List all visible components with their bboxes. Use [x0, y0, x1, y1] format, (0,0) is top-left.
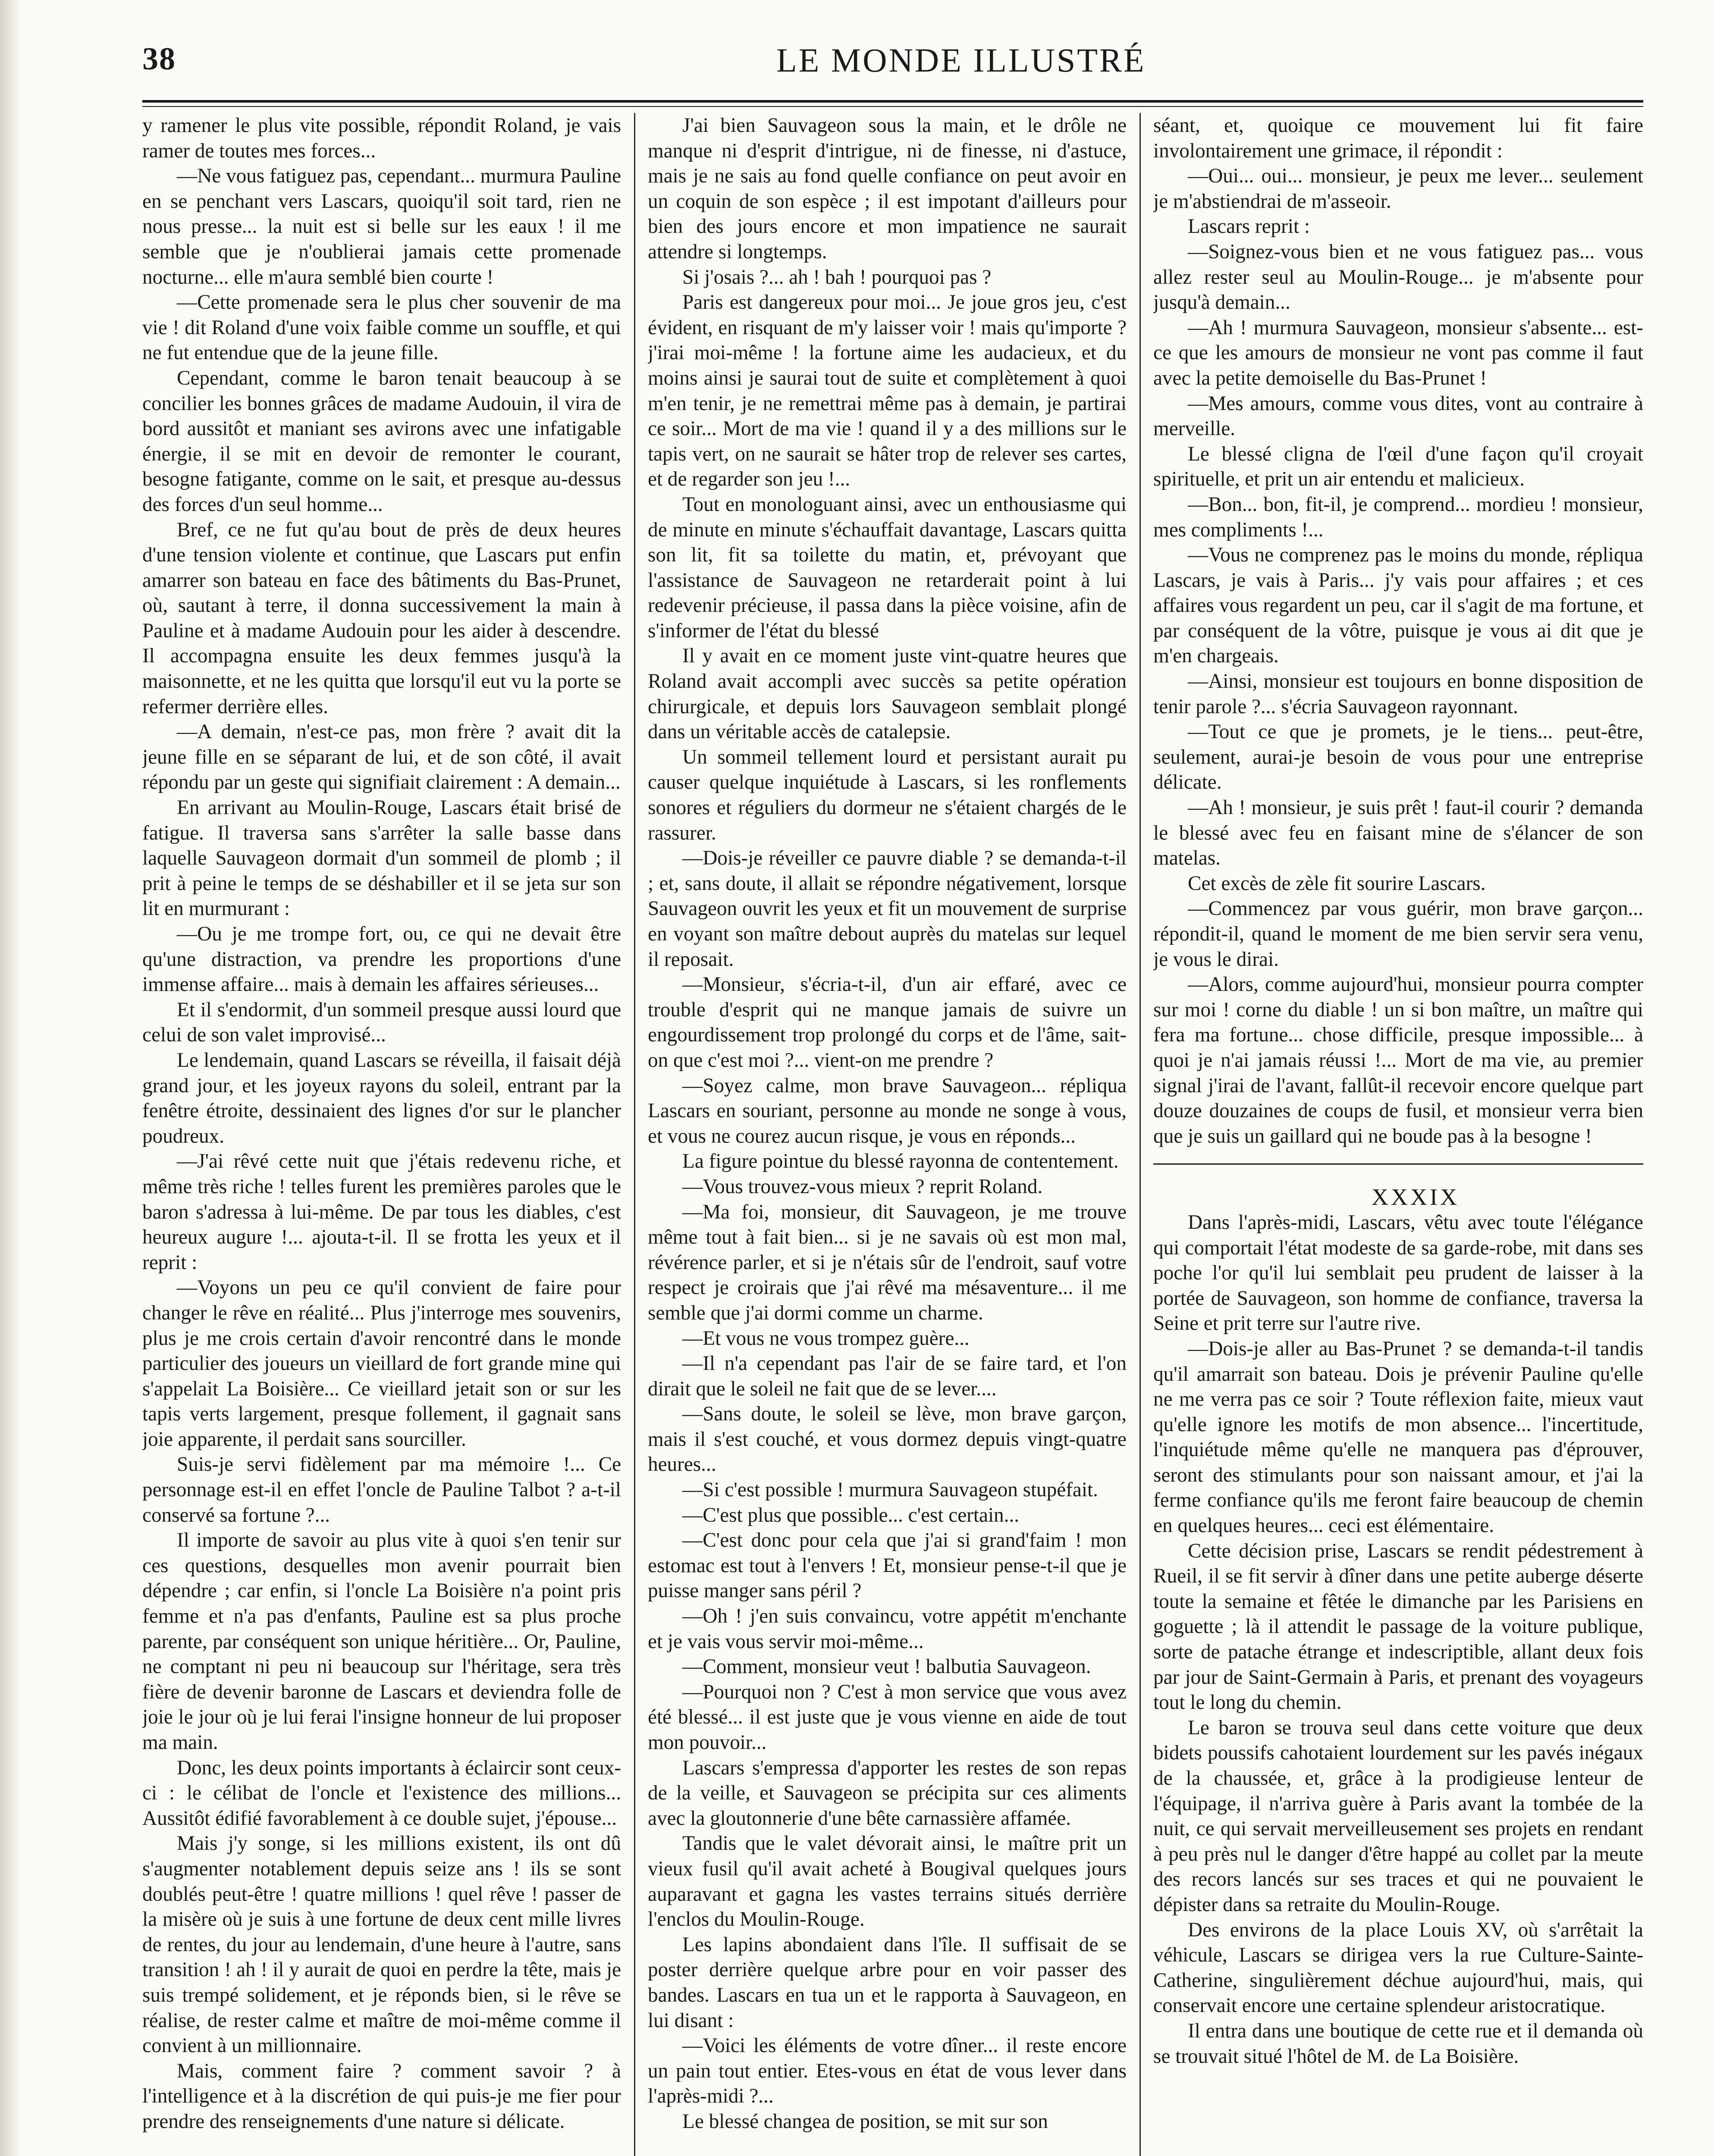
paragraph: Cette décision prise, Lascars se rendit pédestrement à Rueil, il se fit servir à dîner dans une petite auberge déserte toute la semaine et fêtée le dimanche par les Parisiens en goguette ; là il attendit le passage de la voiture publique, sorte de patache étrange et indescriptible, allant deux fois par jour de Saint-Germain à Paris, et prenant des voyageurs tout le long du chemin.	[1153, 1539, 1643, 1714]
paragraph: Mais j'y songe, si les millions existent, ils ont dû s'augmenter notablement depuis seize ans ! ils se sont doublés peut-être ! quatre millions ! quel rêve ! passer de la misère où je suis à une fortune de deux cent mille livres de rentes, du jour au lendemain, d'une heure à l'autre, sans transition ! ah ! il y aurait de quoi en perdre la tête, mais je suis trempé solidement, et je réponds bien, si le rêve se réalise, de rester calme et maître de moi-même comme il convient à un millionnaire.	[142, 1832, 621, 2057]
paragraph: J'ai bien Sauvageon sous la main, et le drôle ne manque ni d'esprit d'intrigue, ni de finesse, ni d'astuce, mais je ne sais au fond quelle confiance on peut avoir en un coquin de son espèce ; il est impotant d'ailleurs pour bien des jours encore et mon impatience ne saurait attendre si longtemps.	[648, 114, 1127, 263]
paragraph: —Ah ! monsieur, je suis prêt ! faut-il courir ? demanda le blessé avec feu en faisant mine de s'élancer de son matelas.	[1153, 796, 1643, 870]
paragraph: Paris est dangereux pour moi... Je joue gros jeu, c'est évident, en risquant de m'y laisser voir ! mais qu'importe ? j'irai moi-même ! la fortune aime les audacieux, et du moins ainsi je saurai tout de suite et complètement à quoi m'en tenir, je ne remettrai même pas à demain, je partirai ce soir... Mort de ma vie ! quand il y a des millions sur le tapis vert, on ne saurait se hâter trop de relever ses cartes, et de regarder son jeu !...	[648, 291, 1127, 491]
paragraph: Il entra dans une boutique de cette rue et il demanda où se trouvait situé l'hôtel de M. de La Boisière.	[1153, 2019, 1643, 2068]
paragraph: y ramener le plus vite possible, répondit Roland, je vais ramer de toutes mes forces...	[142, 114, 621, 162]
paragraph: —C'est donc pour cela que j'ai si grand'faim ! mon estomac est tout à l'envers ! Et, monsieur pense-t-il que je puisse manger sans péril ?	[648, 1529, 1127, 1602]
paragraph: Des environs de la place Louis XV, où s'arrêtait la véhicule, Lascars se dirigea vers la rue Culture-Sainte-Catherine, singulièrement déchue aujourd'hui, mais, qui conservait encore une certaine splendeur aristocratique.	[1153, 1918, 1643, 2017]
paragraph: —Oh ! j'en suis convaincu, votre appétit m'enchante et je vais vous servir moi-même...	[648, 1605, 1127, 1653]
chapter-heading: XXXIX	[1372, 1184, 1460, 1210]
paragraph: Si j'osais ?... ah ! bah ! pourquoi pas ?	[682, 266, 992, 288]
paragraph: —Ne vous fatiguez pas, cependant... murmura Pauline en se penchant vers Lascars, quoiqu'il soit tard, rien ne nous presse... la nuit est si belle sur les eaux ! il me semble que je n'oublierai jamais cette promenade nocturne... elle m'aura semblé bien courte !	[142, 165, 621, 288]
text-column-3	[1153, 113, 1643, 2156]
paragraph: —Soignez-vous bien et ne vous fatiguez pas... vous allez rester seul au Moulin-Rouge... je m'absente pour jusqu'à demain...	[1153, 240, 1643, 314]
paragraph: Dans l'après-midi, Lascars, vêtu avec toute l'élégance qui comportait l'état modeste de sa garde-robe, mit dans ses poche l'or qu'il lui semblait peu prudent de laisser à la portée de Sauvageon, son homme de confiance, traversa la Seine et prit terre sur l'autre rive.	[1153, 1211, 1643, 1335]
paragraph: —Ou je me trompe fort, ou, ce qui ne devait être qu'une distraction, va prendre les proportions d'une immense affaire... mais à demain les affaires sérieuses...	[142, 923, 621, 996]
paragraph: Tandis que le valet dévorait ainsi, le maître prit un vieux fusil qu'il avait acheté à Bougival quelques jours auparavant et gagna les vastes terrains situés derrière l'enclos du Moulin-Rouge.	[648, 1832, 1127, 1931]
paragraph: Lascars reprit :	[1188, 215, 1310, 238]
journal-title: LE MONDE ILLUSTRÉ	[776, 41, 1146, 79]
paragraph: Le lendemain, quand Lascars se réveilla, il faisait déjà grand jour, et les joyeux rayons du soleil, entrant par la fenêtre étroite, dessinaient des lignes d'or sur le plancher poudreux.	[142, 1049, 621, 1147]
paragraph: —Vous ne comprenez pas le moins du monde, répliqua Lascars, je vais à Paris... j'y vais pour affaires ; et ces affaires vous regardent un peu, car il s'agit de ma fortune, et par conséquent de la vôtre, puisque je vous ai dit que je m'en chargeais.	[1153, 544, 1643, 667]
paragraph: En arrivant au Moulin-Rouge, Lascars était brisé de fatigue. Il traversa sans s'arrêter la salle basse dans laquelle Sauvageon dormait d'un sommeil de plomb ; il prit à peine le temps de se déshabiller et il se jeta sur son lit en murmurant :	[142, 796, 621, 920]
paragraph: —Voyons un peu ce qu'il convient de faire pour changer le rêve en réalité... Plus j'interroge mes souvenirs, plus je me crois certain d'avoir rencontré dans le monde particulier des joueurs un vieillard de fort grande mine qui s'appelait La Boisière... Ce vieillard jetait son or sur les tapis verts largement, presque follement, il gagnait sans joie apparente, il perdait sans sourciller.	[142, 1276, 621, 1451]
paragraph: —Commencez par vous guérir, mon brave garçon... répondit-il, quand le moment de me bien servir sera venu, je vous le dirai.	[1153, 897, 1643, 971]
paragraph: —Pourquoi non ? C'est à mon service que vous avez été blessé... il est juste que je vous vienne en aide de tout mon pouvoir...	[648, 1680, 1127, 1754]
paragraph: Bref, ce ne fut qu'au bout de près de deux heures d'une tension violente et continue, que Lascars put enfin amarrer son bateau en face des bâtiments du Bas-Prunet, où, sautant à terre, il donna successivement la main à Pauline et à madame Audouin pour les aider à descendre. Il accompagna ensuite les deux femmes jusqu'à la maisonnette, et ne les quitta que lorsqu'il eut vu la porte se refermer derrière elles.	[142, 518, 621, 718]
paragraph: —Alors, comme aujourd'hui, monsieur pourra compter sur moi ! corne du diable ! un si bon maître, un maître qui fera ma fortune... chose difficile, presque impossible... à quoi je n'ai jamais réussi !... Mort de ma vie, au premier signal j'irai de l'avant, fallût-il recevoir encore quelque part douze douzaines de coups de fusil, et monsieur verra bien que je suis un gaillard qui ne boude pas à la besogne !	[1153, 973, 1643, 1147]
paragraph: Cependant, comme le baron tenait beaucoup à se concilier les bonnes grâces de madame Audouin, il vira de bord aussitôt et maniant ses avirons avec une infatigable énergie, il se mit en devoir de remonter le courant, besogne fatigante, comme on le sait, et presque au-dessus des forces d'un seul homme...	[142, 367, 621, 516]
column-divider-1	[634, 113, 635, 2156]
paragraph: Et il s'endormit, d'un sommeil presque aussi lourd que celui de son valet improvisé...	[142, 998, 621, 1047]
paragraph: Donc, les deux points importants à éclaircir sont ceux-ci : le célibat de l'oncle et l'existence des millions... Aussitôt édifié favorablement à ce double sujet, j'épouse...	[142, 1756, 621, 1830]
paragraph: Suis-je servi fidèlement par ma mémoire !... Ce personnage est-il en effet l'oncle de Pauline Talbot ? a-t-il conservé sa fortune ?...	[142, 1453, 621, 1526]
page-header	[142, 41, 1643, 88]
paragraph: —Sans doute, le soleil se lève, mon brave garçon, mais il s'est couché, et vous dormez depuis vingt-quatre heures...	[648, 1403, 1127, 1476]
page-binding-shadow	[0, 0, 21, 2156]
paragraph: séant, et, quoique ce mouvement lui fit faire involontairement une grimace, il répondit :	[1153, 114, 1643, 162]
paragraph: Un sommeil tellement lourd et persistant aurait pu causer quelque inquiétude à Lascars, si les ronflements sonores et réguliers du dormeur ne s'étaient chargés de le rassurer.	[648, 746, 1127, 844]
paragraph: Lascars s'empressa d'apporter les restes de son repas de la veille, et Sauvageon se précipita sur ces aliments avec la gloutonnerie d'une bête carnassière affamée.	[648, 1756, 1127, 1830]
paragraph: Cet excès de zèle fit sourire Lascars.	[1188, 872, 1486, 895]
text-column-1	[142, 113, 621, 2156]
paragraph: —Cette promenade sera le plus cher souvenir de ma vie ! dit Roland d'une voix faible comme un souffle, et qui ne fut entendue que de la jeune fille.	[142, 291, 621, 364]
paragraph: —Oui... oui... monsieur, je peux me lever... seulement je m'abstiendrai de m'asseoir.	[1153, 165, 1643, 213]
column-divider-2	[1140, 113, 1141, 2156]
paragraph: Le blessé changea de position, se mit sur son	[682, 2110, 1048, 2133]
paragraph: —Ah ! murmura Sauvageon, monsieur s'absente... est-ce que les amours de monsieur ne vont pas comme il faut avec la petite demoiselle du Bas-Prunet !	[1153, 316, 1643, 389]
paragraph: —Ma foi, monsieur, dit Sauvageon, je me trouve même tout à fait bien... si je ne savais où est mon mal, révérence parler, et si je n'étais sûr de l'endroit, sauf votre respect je croirais que j'ai rêvé ma mésaventure... il me semble que j'ai dormi comme un charme.	[648, 1200, 1127, 1324]
paragraph: —Mes amours, comme vous dites, vont au contraire à merveille.	[1153, 392, 1643, 440]
paragraph: Il y avait en ce moment juste vint-quatre heures que Roland avait accompli avec succès sa petite opération chirurgicale, et depuis lors Sauvageon semblait plongé dans un véritable accès de catalepsie.	[648, 645, 1127, 743]
paragraph: —Et vous ne vous trompez guère...	[682, 1327, 970, 1350]
paragraph: —Voici les éléments de votre dîner... il reste encore un pain tout entier. Etes-vous en état de vous lever dans l'après-midi ?...	[648, 2034, 1127, 2108]
paragraph: —Bon... bon, fit-il, je comprend... mordieu ! monsieur, mes compliments !...	[1153, 493, 1643, 541]
paragraph: —Ainsi, monsieur est toujours en bonne disposition de tenir parole ?... s'écria Sauvageon rayonnant.	[1153, 670, 1643, 718]
paragraph: —C'est plus que possible... c'est certain...	[682, 1504, 1020, 1526]
section-divider	[1153, 1163, 1643, 1165]
paragraph: Le baron se trouva seul dans cette voiture que deux bidets poussifs cahotaient lourdement sur les pavés inégaux de la chaussée, et, grâce à la prodigieuse lenteur de l'équipage, il n'arriva guère à Paris avant la tombée de la nuit, ce qui servait merveilleusement ses projets en rendant à peu près nul le danger d'être happé au collet par la meute des recors lancés sur ses traces et qui ne pouvaient le dépister dans sa retraite du Moulin-Rouge.	[1153, 1716, 1643, 1916]
paragraph: Mais, comment faire ? comment savoir ? à l'intelligence et à la discrétion de qui puis-je me fier pour prendre des renseignements d'une nature si délicate.	[142, 2059, 621, 2133]
paragraph: —Comment, monsieur veut ! balbutia Sauvageon.	[682, 1655, 1091, 1678]
page-number: 38	[142, 41, 176, 77]
paragraph: —Dois-je réveiller ce pauvre diable ? se demanda-t-il ; et, sans doute, il allait se répondre négativement, lorsque Sauvageon ouvrit les yeux et fit un mouvement de surprise en voyant son maître debout auprès du matelas sur lequel il reposait.	[648, 847, 1127, 971]
header-rule	[142, 100, 1643, 103]
paragraph: —Soyez calme, mon brave Sauvageon... répliqua Lascars en souriant, personne au monde ne songe à vous, et vous ne courez aucun risque, je vous en réponds...	[648, 1074, 1127, 1147]
paragraph: —Dois-je aller au Bas-Prunet ? se demanda-t-il tandis qu'il amarrait son bateau. Dois je prévenir Pauline qu'elle ne me verra pas ce soir ? Toute réflexion faite, mieux vaut qu'elle ignore les motifs de mon absence... l'incertitude, l'inquiétude même qu'elle ne manquera pas d'éprouver, seront des stimulants pour son naissant amour, et j'ai la ferme confiance qu'ils me feront faire beaucoup de chemin en quelques heures... ceci est élémentaire.	[1153, 1337, 1643, 1537]
paragraph: —Tout ce que je promets, je le tiens... peut-être, seulement, aurai-je besoin de vous pour une entreprise délicate.	[1153, 721, 1643, 794]
text-column-2	[648, 113, 1127, 2156]
paragraph: —Il n'a cependant pas l'air de se faire tard, et l'on dirait que le soleil ne fait que de se lever....	[648, 1352, 1127, 1400]
paragraph: —Si c'est possible ! murmura Sauvageon stupéfait.	[682, 1479, 1098, 1501]
paragraph: —J'ai rêvé cette nuit que j'étais redevenu riche, et même très riche ! telles furent les premières paroles que le baron s'adressa à lui-même. De par tous les diables, c'est heureux augure !... ajouta-t-il. Il se frotta les yeux et il reprit :	[142, 1150, 621, 1274]
paragraph: —Vous trouvez-vous mieux ? reprit Roland.	[682, 1175, 1043, 1198]
header-rule-thin	[142, 106, 1643, 107]
paragraph: —A demain, n'est-ce pas, mon frère ? avait dit la jeune fille en se séparant de lui, et de son côté, il avait répondu par un geste qui signifiait clairement : A demain...	[142, 721, 621, 794]
paragraph: Le blessé cligna de l'œil d'une façon qu'il croyait spirituelle, et prit un air entendu et malicieux.	[1153, 442, 1643, 491]
paragraph: Les lapins abondaient dans l'île. Il suffisait de se poster derrière quelque arbre pour en voir passer des bandes. Lascars en tua un et le rapporta à Sauvageon, en lui disant :	[648, 1933, 1127, 2032]
paragraph: —Monsieur, s'écria-t-il, d'un air effaré, avec ce trouble d'esprit qui ne manque jamais de suivre un engourdissement trop prolongé du corps et de l'âme, sait-on que c'est moi ?... vient-on me prendre ?	[648, 973, 1127, 1072]
paragraph: Tout en monologuant ainsi, avec un enthousiasme qui de minute en minute s'échauffait davantage, Lascars quitta son lit, fit sa toilette du matin, et, prévoyant que l'assistance de Sauvageon ne retarderait point à lui redevenir précieuse, il passa dans la pièce voisine, afin de s'informer de l'état du blessé	[648, 493, 1127, 642]
paragraph: Il importe de savoir au plus vite à quoi s'en tenir sur ces questions, desquelles mon avenir pourrait bien dépendre ; car enfin, si l'oncle La Boisière n'a point pris femme et n'a pas d'enfants, Pauline est sa plus proche parente, par conséquent son unique héritière... Or, Pauline, ne comptant ni peu ni beaucoup sur l'héritage, sera très fière de devenir baronne de Lascars et deviendra folle de joie le jour où je lui ferai l'insigne honneur de lui proposer ma main.	[142, 1529, 621, 1754]
paragraph: La figure pointue du blessé rayonna de contentement.	[682, 1150, 1119, 1173]
